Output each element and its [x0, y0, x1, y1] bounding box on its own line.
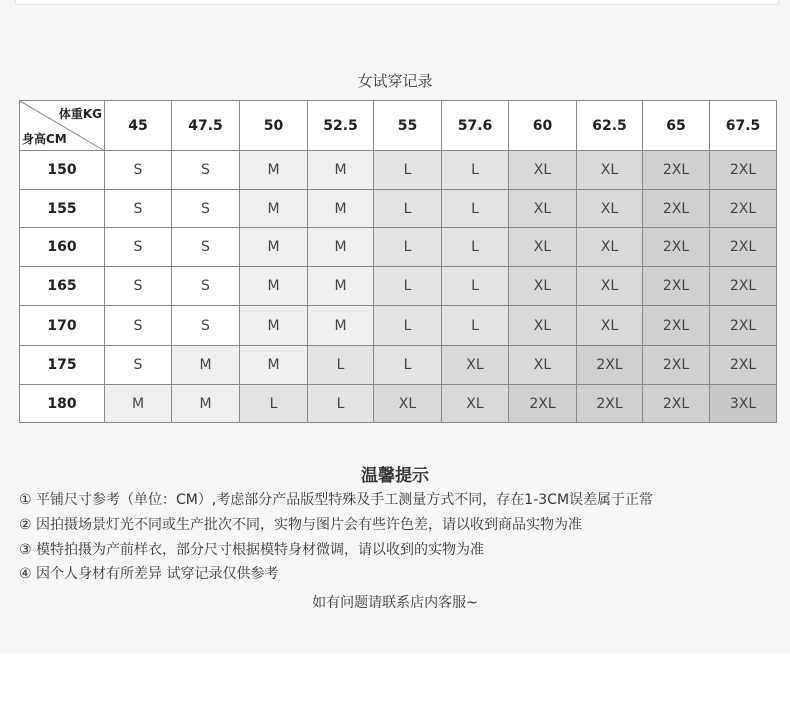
weight-header-cell: 67.5 [710, 101, 777, 151]
size-cell: L [374, 346, 442, 385]
weight-header-cell: 50 [240, 101, 308, 151]
contact-note: 如有问题请联系店内客服~ [312, 595, 478, 611]
size-cell: 2XL [577, 385, 643, 423]
size-cell: 2XL [643, 346, 710, 385]
size-cell: L [442, 267, 509, 306]
height-header-cell: 150 [20, 151, 105, 190]
weight-header-cell: 65 [643, 101, 710, 151]
size-cell: M [240, 346, 308, 385]
size-cell: L [374, 267, 442, 306]
size-cell: XL [442, 346, 509, 385]
size-cell: XL [509, 346, 577, 385]
size-cell: XL [509, 190, 577, 228]
size-cell: M [308, 190, 374, 228]
height-axis-label: 身高CM [22, 132, 67, 146]
size-cell: L [442, 228, 509, 267]
weight-header-row [20, 101, 777, 151]
weight-header-cell: 57.6 [442, 101, 509, 151]
size-cell: XL [577, 228, 643, 267]
size-cell: 2XL [643, 228, 710, 267]
size-cell: 2XL [710, 151, 777, 190]
height-row [20, 346, 777, 385]
size-cell: L [442, 151, 509, 190]
size-cell: L [374, 151, 442, 190]
size-cell: XL [374, 385, 442, 423]
size-cell: M [308, 151, 374, 190]
size-cell: M [308, 228, 374, 267]
height-row [20, 228, 777, 267]
size-cell: S [105, 228, 172, 267]
weight-axis-label: 体重KG [58, 107, 102, 121]
size-cell: 2XL [577, 346, 643, 385]
size-cell: M [308, 306, 374, 346]
weight-header-cell: 62.5 [577, 101, 643, 151]
height-row [20, 267, 777, 306]
size-cell: M [308, 267, 374, 306]
height-header-cell: 155 [20, 190, 105, 228]
weight-header-cell: 45 [105, 101, 172, 151]
weight-header-cell: 55 [374, 101, 442, 151]
size-cell: M [240, 190, 308, 228]
size-cell: XL [509, 306, 577, 346]
size-cell: M [240, 151, 308, 190]
size-cell: L [442, 190, 509, 228]
size-cell: 2XL [710, 306, 777, 346]
weight-header-cell: 47.5 [172, 101, 240, 151]
size-cell: XL [442, 385, 509, 423]
size-cell: S [105, 190, 172, 228]
corner-cell [20, 101, 105, 151]
size-cell: 3XL [710, 385, 777, 423]
size-cell: L [308, 385, 374, 423]
size-cell: S [172, 267, 240, 306]
size-cell: XL [577, 151, 643, 190]
size-cell: S [105, 346, 172, 385]
height-header-cell: 175 [20, 346, 105, 385]
height-header-cell: 165 [20, 267, 105, 306]
weight-header-cell: 60 [509, 101, 577, 151]
size-cell: 2XL [710, 190, 777, 228]
size-cell: L [374, 228, 442, 267]
size-cell: L [240, 385, 308, 423]
size-cell: XL [577, 190, 643, 228]
height-row [20, 151, 777, 190]
chart-title: 女试穿记录 [357, 72, 433, 90]
size-cell: XL [577, 306, 643, 346]
size-cell: S [172, 151, 240, 190]
size-cell: S [172, 228, 240, 267]
size-cell: L [374, 190, 442, 228]
size-cell: 2XL [643, 267, 710, 306]
size-cell: 2XL [643, 190, 710, 228]
size-cell: 2XL [710, 267, 777, 306]
size-cell: 2XL [643, 306, 710, 346]
size-table [19, 100, 777, 423]
tips-heading: 温馨提示 [361, 466, 429, 486]
size-cell: XL [577, 267, 643, 306]
size-cell: L [308, 346, 374, 385]
size-cell: 2XL [643, 151, 710, 190]
height-header-cell: 180 [20, 385, 105, 423]
tip-item: ④ 因个人身材有所差异 试穿记录仅供参考 [19, 566, 279, 582]
tip-item: ① 平铺尺寸参考（单位：CM）,考虑部分产品版型特殊及手工测量方式不同，存在1-3CM误差属于正常 [19, 492, 654, 508]
size-cell: M [240, 306, 308, 346]
height-row [20, 190, 777, 228]
height-header-cell: 160 [20, 228, 105, 267]
size-cell: L [374, 306, 442, 346]
size-cell: L [442, 306, 509, 346]
tip-item: ③ 模特拍摄为产前样衣，部分尺寸根据模特身材微调，请以收到的实物为准 [19, 542, 484, 558]
size-cell: XL [509, 151, 577, 190]
size-cell: S [172, 306, 240, 346]
height-row [20, 306, 777, 346]
size-cell: S [172, 190, 240, 228]
size-cell: 2XL [643, 385, 710, 423]
size-cell: XL [509, 228, 577, 267]
size-cell: M [105, 385, 172, 423]
size-cell: S [105, 267, 172, 306]
size-cell: XL [509, 267, 577, 306]
size-cell: S [105, 306, 172, 346]
size-cell: 2XL [509, 385, 577, 423]
size-cell: 2XL [710, 346, 777, 385]
height-header-cell: 170 [20, 306, 105, 346]
top-card-edge [15, 0, 779, 5]
size-cell: 2XL [710, 228, 777, 267]
size-cell: M [172, 385, 240, 423]
size-cell: S [105, 151, 172, 190]
size-cell: M [240, 228, 308, 267]
weight-header-cell: 52.5 [308, 101, 374, 151]
size-cell: M [172, 346, 240, 385]
tip-item: ② 因拍摄场景灯光不同或生产批次不同，实物与图片会有些许色差，请以收到商品实物为准 [19, 517, 582, 533]
size-cell: M [240, 267, 308, 306]
height-row [20, 385, 777, 423]
